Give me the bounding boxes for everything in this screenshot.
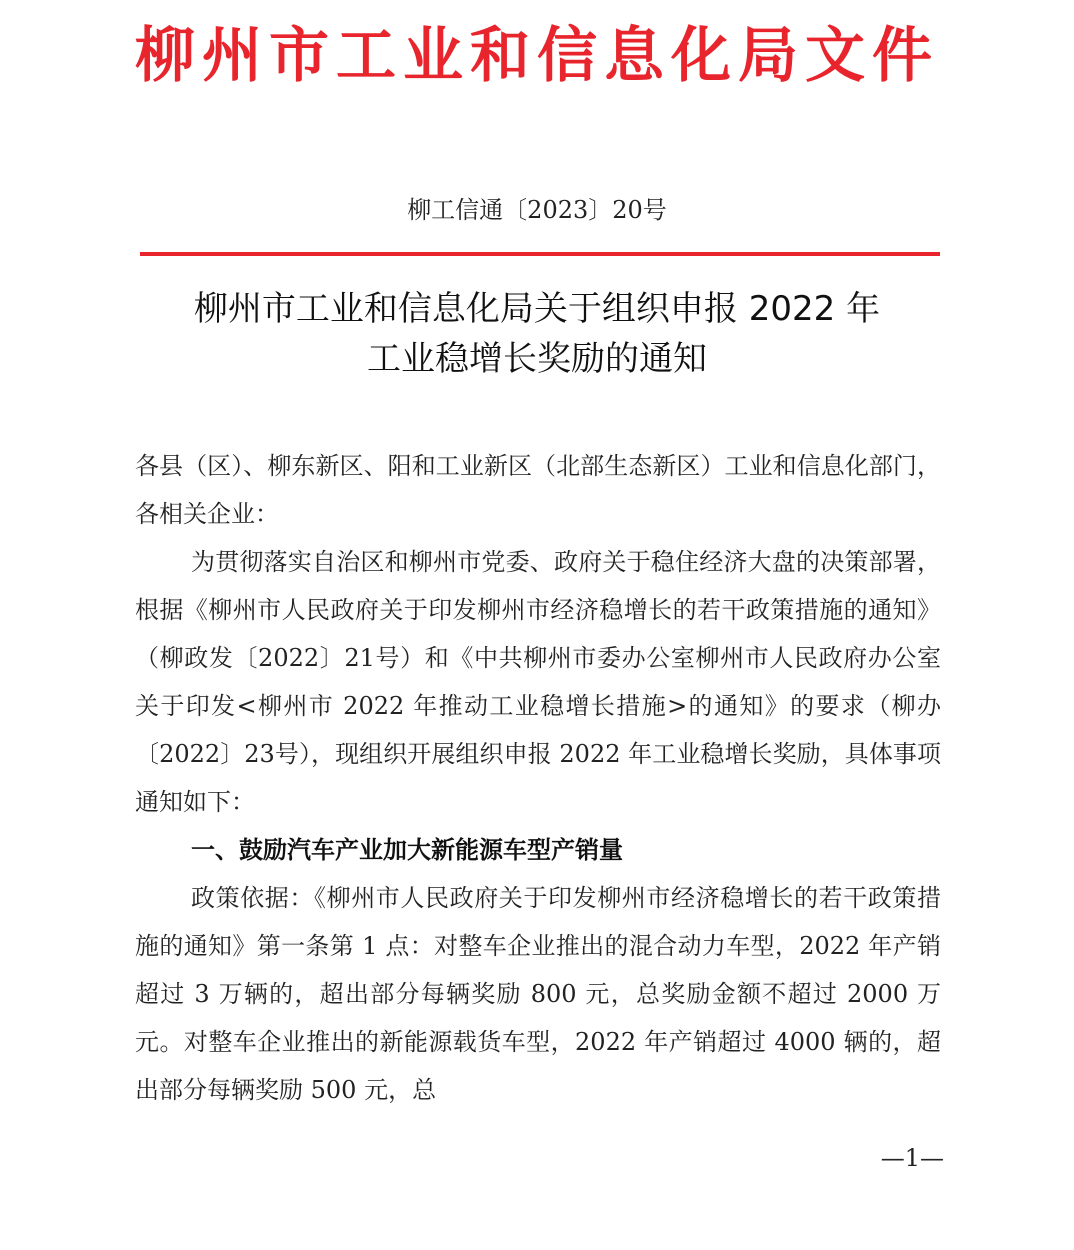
document-body	[135, 442, 941, 1114]
intro-paragraph: 为贯彻落实自治区和柳州市党委、政府关于稳住经济大盘的决策部署，根据《柳州市人民政府关于印发柳州市经济稳增长的若干政策措施的通知》（柳政发〔2022〕21号）和《中共柳州市委办公室柳州市人民政府办公室关于印发<柳州市 2022 年推动工业稳增长措施>的通知》的要求（柳办〔2022〕23号），现组织开展组织申报 2022 年工业稳增长奖励，具体事项通知如下：	[135, 548, 941, 816]
notice-title-line-1: 柳州市工业和信息化局关于组织申报 2022 年	[193, 289, 881, 329]
section-1-heading: 一、鼓励汽车产业加大新能源车型产销量	[191, 836, 623, 864]
page-number: —1—	[880, 1144, 944, 1172]
addressee-paragraph: 各县（区）、柳东新区、阳和工业新区（北部生态新区）工业和信息化部门，各相关企业：	[135, 452, 941, 528]
document-number: 柳工信通〔2023〕20号	[407, 196, 667, 224]
notice-title	[0, 284, 1074, 384]
document-header-title: 柳州市工业和信息化局文件	[135, 21, 939, 91]
notice-title-line-2: 工业稳增长奖励的通知	[367, 339, 707, 379]
policy-basis-paragraph: 政策依据：《柳州市人民政府关于印发柳州市经济稳增长的若干政策措施的通知》第一条第 1 点：对整车企业推出的混合动力车型，2022 年产销超过 3 万辆的，超出部分每辆奖励 800 元，总奖励金额不超过 2000 万元。对整车企业推出的新能源载货车型，2022 年产销超过 4000 辆的，超出部分每辆奖励 500 元，总	[135, 884, 941, 1104]
red-divider-line	[140, 252, 940, 256]
